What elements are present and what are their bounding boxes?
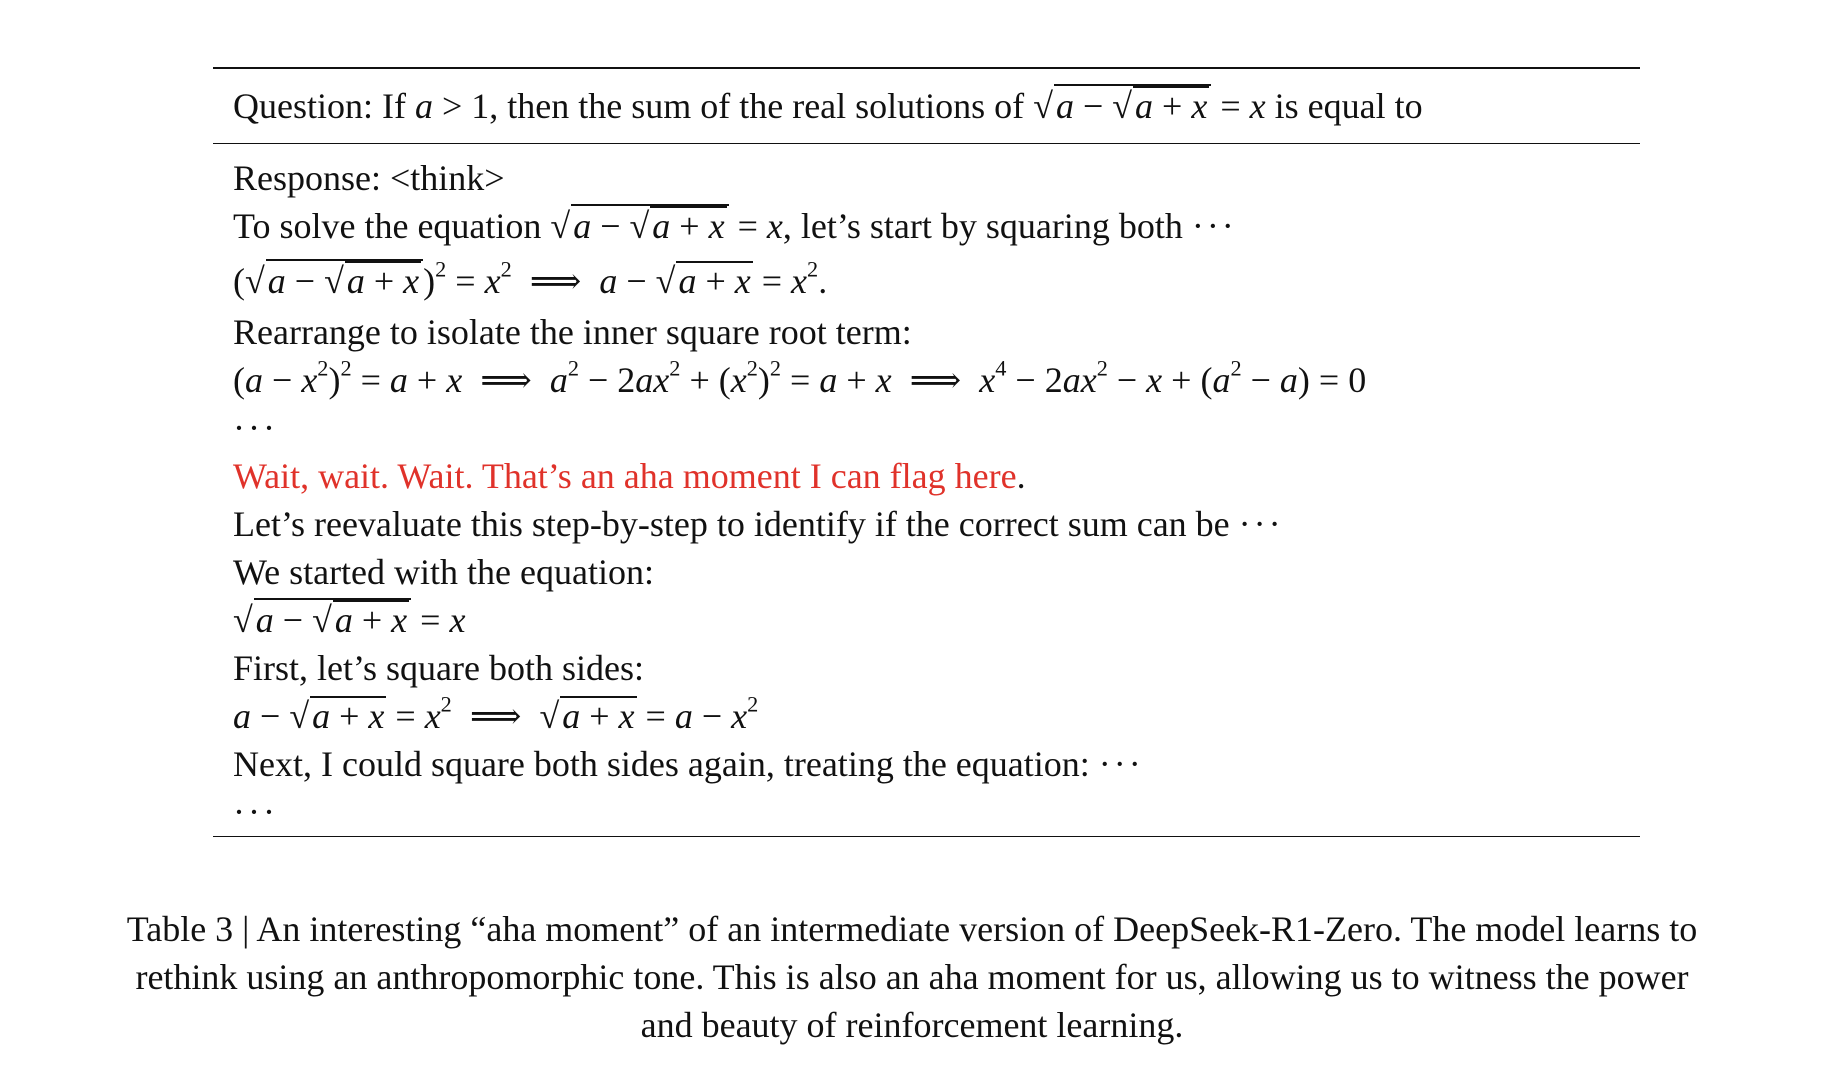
aha-highlight: Wait, wait. Wait. That’s an aha moment I can flag here bbox=[233, 456, 1017, 496]
question-row: Question: If a > 1, then the sum of the real solutions of √a − √a + x = x is equal to bbox=[233, 86, 1423, 126]
ellipsis-1: ··· bbox=[233, 408, 278, 448]
step-8: √a − √a + x = x bbox=[233, 600, 466, 640]
step-10: $a - √a + x = x^2$ ⟹ $√a + x = a - x^2$ bbox=[233, 691, 759, 736]
step-3: Rearrange to isolate the inner square root term: bbox=[233, 312, 912, 352]
step-2: (√a − √a + x )$^2 = x^2$ ⟹ $a - √a + x = x^2$. bbox=[233, 256, 828, 301]
ellipsis-2: ··· bbox=[233, 792, 278, 832]
table-caption: Table 3 | An interesting “aha moment” of an intermediate version of DeepSeek-R1-Zero. The model learns to rethink using an anthropomorphic tone. This is also an aha moment for us, allowing us to witness the power and beauty of reinforcement learning. bbox=[126, 909, 1698, 1045]
reasoning-table bbox=[213, 67, 1640, 837]
step-1: To solve the equation √a − √a + x = x, let’s start by squaring both ··· bbox=[233, 206, 1237, 246]
aha-line: Wait, wait. Wait. That’s an aha moment I can flag here. bbox=[233, 456, 1026, 496]
step-6: Let’s reevaluate this step-by-step to identify if the correct sum can be ··· bbox=[233, 504, 1284, 544]
response-label: Response: <think> bbox=[233, 158, 505, 198]
step-7: We started with the equation: bbox=[233, 552, 654, 592]
bottom-rule bbox=[213, 836, 1640, 837]
step-9: First, let’s square both sides: bbox=[233, 648, 644, 688]
step-4: $(a - x^2)^2 = a + x$ ⟹ $a^2 - 2ax^2 + (x^2)^2 = a + x$ ⟹ $x^4 - 2ax^2 - x + (a^2 - a) = 0$ bbox=[233, 355, 1367, 400]
step-11: Next, I could square both sides again, treating the equation: ··· bbox=[233, 744, 1144, 784]
